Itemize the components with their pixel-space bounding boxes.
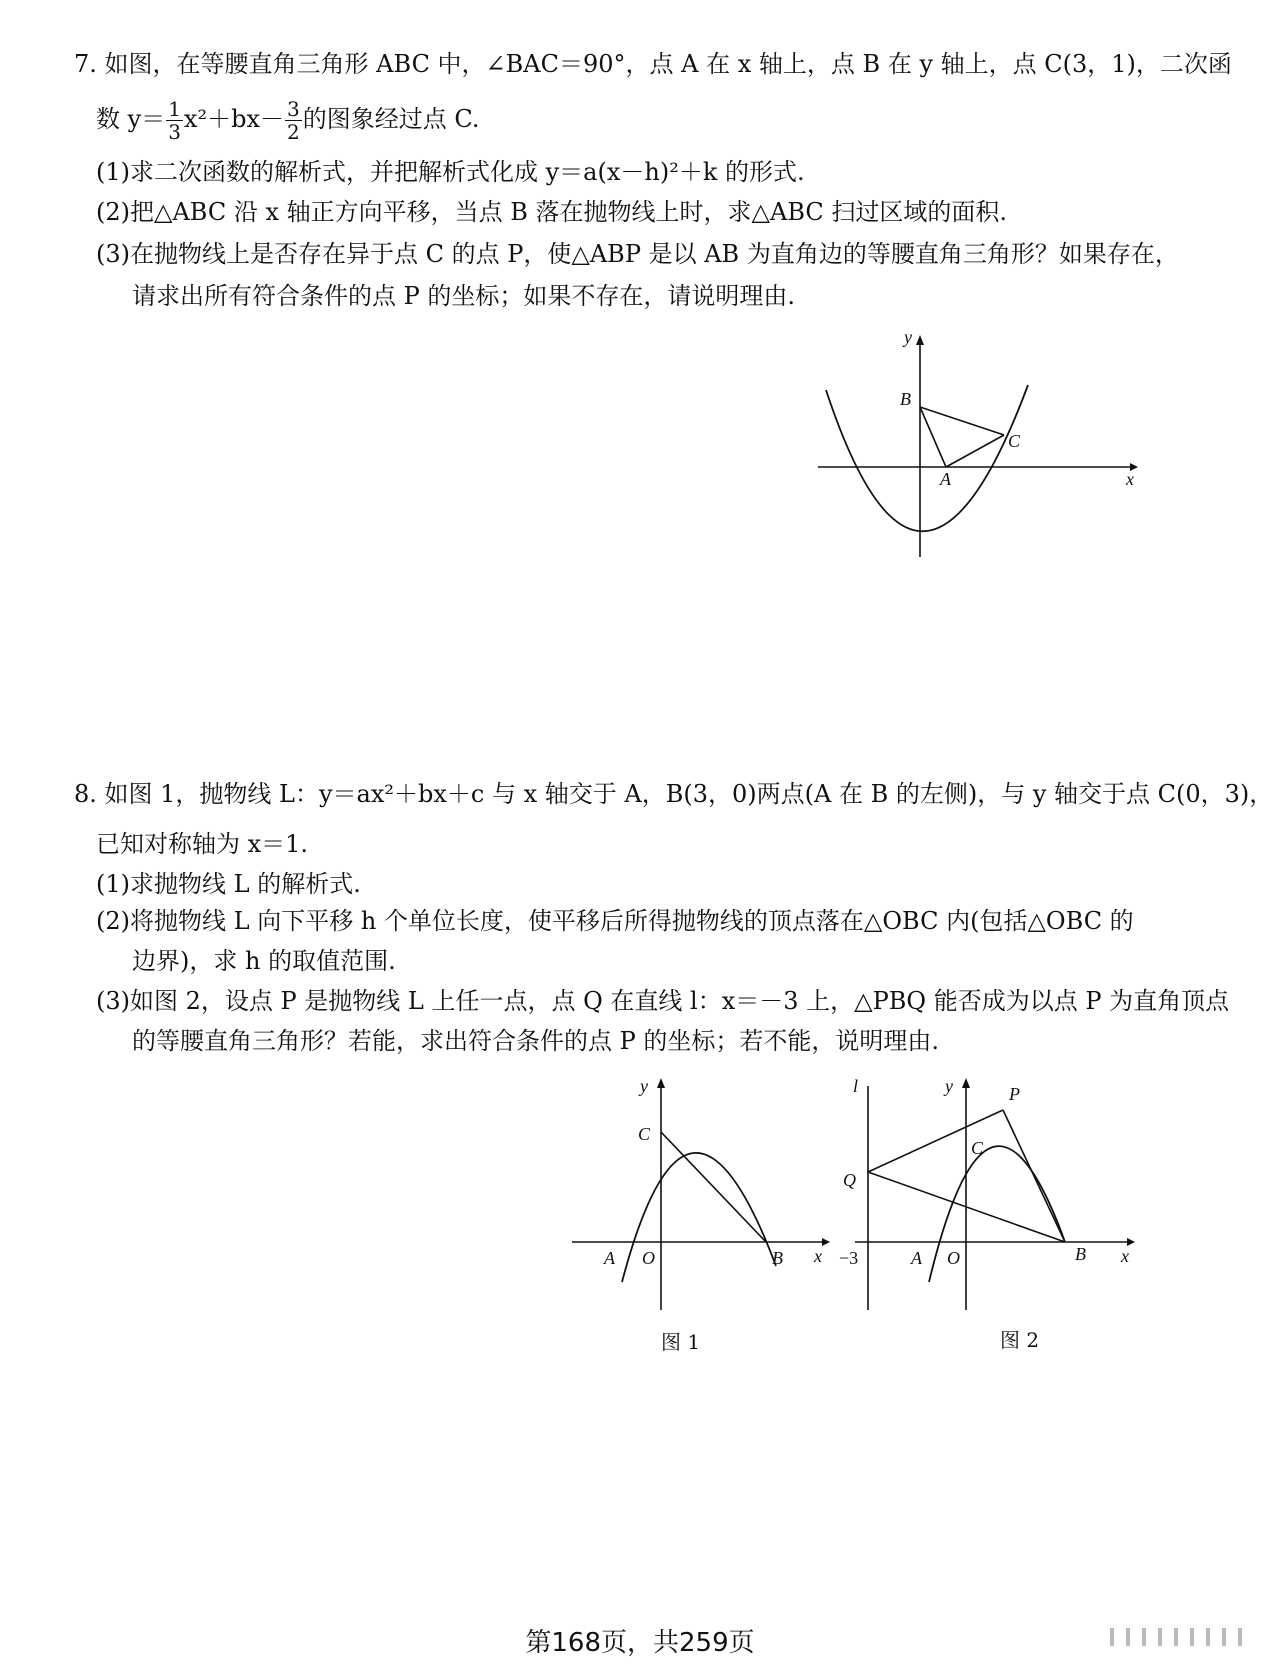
q8-fig1-label-b: B [772, 1248, 783, 1268]
q7-fraction-three-halves [285, 98, 302, 143]
q7-part2: (2)把△ABC 沿 x 轴正方向平移，当点 B 落在抛物线上时，求△ABC 扫过区域的面积. [96, 198, 1008, 226]
q8-fig2-label-o: O [947, 1248, 960, 1268]
q8-fig1-y-label: y [640, 1076, 648, 1096]
q7-frac2-denominator: 2 [286, 120, 300, 144]
q7-figure [800, 325, 1160, 565]
q8-fig2-segment-pb [1003, 1110, 1065, 1242]
q7-stem-line2 [96, 98, 479, 143]
q8-fig1-label-a: A [604, 1248, 615, 1268]
q7-segment-ba [920, 407, 946, 467]
q8-fig2-label-p: P [1009, 1084, 1020, 1104]
scan-edge-marks [1110, 1628, 1265, 1648]
q7-segment-ac [946, 435, 1004, 467]
q7-x-label: x [1126, 469, 1134, 489]
q8-fig2-y-label: y [945, 1076, 953, 1096]
q8-figure2-caption: 图 2 [1000, 1328, 1040, 1352]
q7-parabola [826, 385, 1028, 531]
q7-frac1-denominator: 3 [168, 120, 181, 144]
q7-function-prefix: 数 y＝ [96, 105, 166, 133]
q8-part3-line2: 的等腰直角三角形？若能，求出符合条件的点 P 的坐标；若不能，说明理由. [132, 1027, 940, 1055]
q8-part2-line2: 边界)，求 h 的取值范围. [132, 947, 396, 975]
q7-y-axis-arrow [916, 335, 924, 345]
q7-function-mid: x²＋bx－ [183, 105, 284, 133]
q7-frac2-numerator: 3 [286, 97, 300, 121]
q8-fig1-segment-cb [661, 1132, 766, 1242]
q7-y-label: y [904, 327, 912, 347]
q8-figure1-caption: 图 1 [661, 1330, 701, 1354]
q7-part1: (1)求二次函数的解析式，并把解析式化成 y＝a(x－h)²＋k 的形式. [96, 158, 805, 186]
q8-fig2-y-axis-arrow [962, 1078, 970, 1088]
q8-fig2-l-label: l [853, 1076, 859, 1096]
q8-fig2-label-c: C [971, 1138, 984, 1158]
q8-fig1-y-axis-arrow [657, 1078, 665, 1088]
q8-fig1-label-o: O [642, 1248, 655, 1268]
q8-fig2-label-neg3: −3 [839, 1248, 859, 1268]
q8-part1: (1)求抛物线 L 的解析式. [96, 870, 361, 898]
q7-label-b: B [900, 389, 911, 409]
q8-part3-line1: (3)如图 2，设点 P 是抛物线 L 上任一点，点 Q 在直线 l：x＝－3 上，△PBQ 能否成为以点 P 为直角顶点 [96, 987, 1230, 1015]
q8-fig2-label-a: A [911, 1248, 922, 1268]
q8-fig1-label-c: C [638, 1124, 651, 1144]
q7-frac1-numerator: 1 [168, 97, 181, 121]
q7-fraction-one-third [166, 98, 183, 143]
q8-stem-line1: 8. 如图 1，抛物线 L：y＝ax²＋bx＋c 与 x 轴交于 A，B(3，0)两点(A 在 B 的左侧)，与 y 轴交于点 C(0，3)， [74, 780, 1274, 808]
q8-fig2-label-b: B [1075, 1244, 1086, 1264]
q7-function-suffix: 的图象经过点 C. [302, 105, 480, 133]
q7-stem-line1: 7. 如图，在等腰直角三角形 ABC 中，∠BAC＝90°，点 A 在 x 轴上，点 B 在 y 轴上，点 C(3，1)，二次函 [74, 50, 1232, 78]
q8-fig2-label-q: Q [843, 1170, 856, 1190]
q7-label-c: C [1008, 431, 1021, 451]
q8-fig2-x-axis-arrow [1127, 1238, 1135, 1246]
q8-figure1 [570, 1070, 840, 1320]
q7-part3-line1: (3)在抛物线上是否存在异于点 C 的点 P，使△ABP 是以 AB 为直角边的等腰直角三角形？如果存在， [96, 240, 1179, 268]
q7-part3-line2: 请求出所有符合条件的点 P 的坐标；如果不存在，请说明理由. [132, 282, 796, 310]
q7-segment-bc [920, 407, 1004, 435]
q8-figure2 [835, 1070, 1145, 1320]
page-number-footer: 第168页，共259页 [525, 1628, 755, 1658]
q8-fig1-x-axis-arrow [822, 1238, 830, 1246]
q7-label-a: A [940, 469, 951, 489]
q8-fig1-x-label: x [814, 1246, 822, 1266]
q8-stem-line2: 已知对称轴为 x＝1. [96, 830, 309, 858]
q8-fig2-x-label: x [1121, 1246, 1129, 1266]
q8-part2-line1: (2)将抛物线 L 向下平移 h 个单位长度，使平移后所得抛物线的顶点落在△OBC 内(包括△OBC 的 [96, 907, 1134, 935]
